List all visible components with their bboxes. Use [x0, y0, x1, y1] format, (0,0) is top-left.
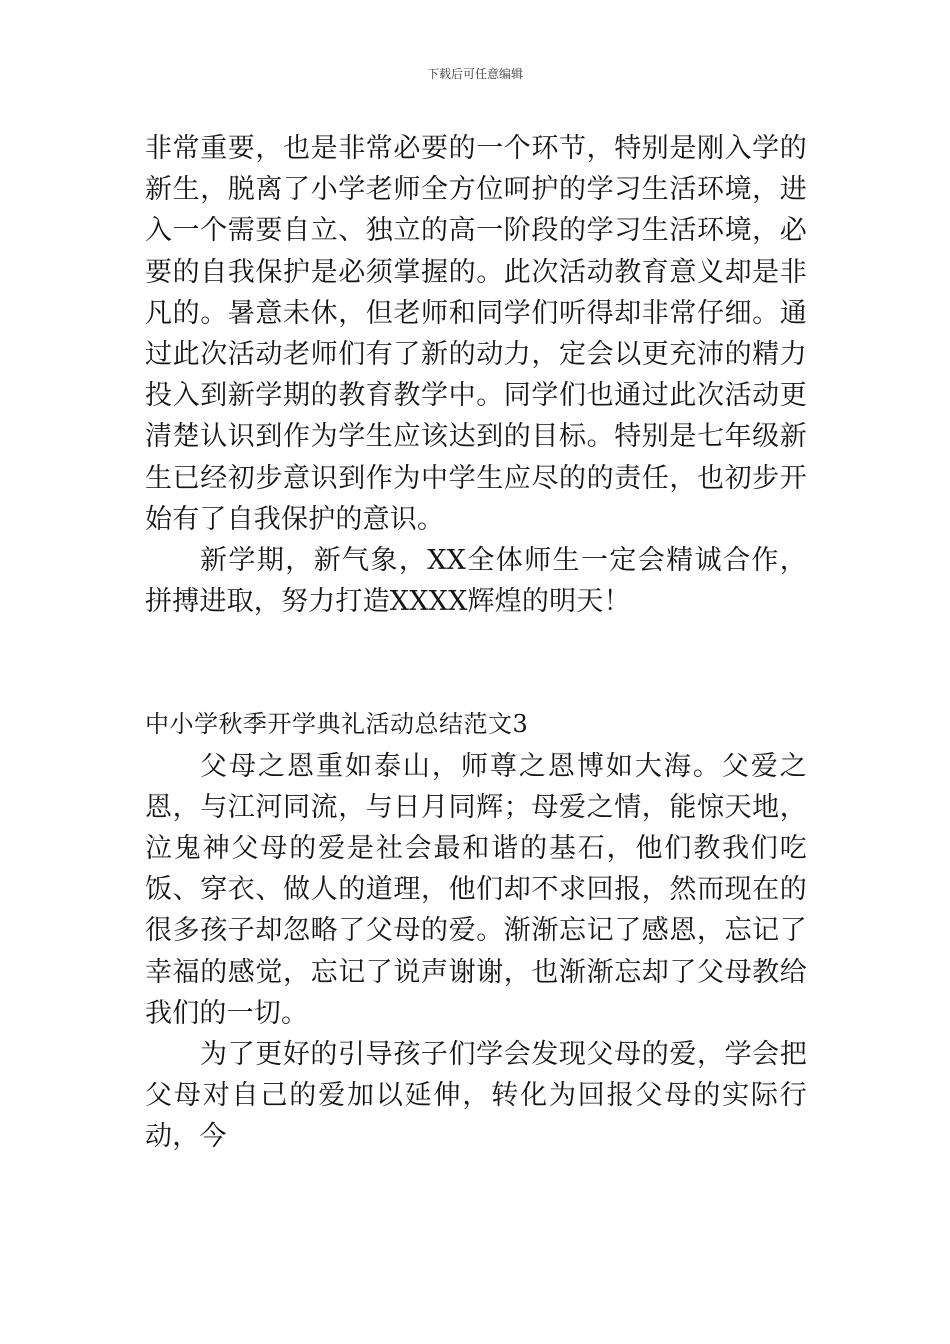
paragraph-new-semester: 新学期，新气象，XX全体师生一定会精诚合作，拼搏进取，努力打造XXXX辉煌的明天！ — [145, 545, 807, 618]
document-body — [145, 128, 807, 1158]
page-header-note: 下载后可任意编辑 — [426, 67, 523, 81]
paragraph-parents-love: 父母之恩重如泰山，师尊之恩博如大海。父爱之恩，与江河同流，与日月同辉；母爱之情，能惊天地，泣鬼神父母的爱是社会最和谐的基石，他们教我们吃饭、穿衣、做人的道理，他们却不求回报，然而现在的很多孩子却忽略了父母的爱。渐渐忘记了感恩，忘记了幸福的感觉，忘记了说声谢谢，也渐渐忘却了父母教给我们的一切。 — [145, 750, 807, 1029]
section-title: 中小学秋季开学典礼活动总结范文3 — [145, 710, 529, 739]
section-spacer — [145, 622, 807, 704]
paragraph-continued: 非常重要，也是非常必要的一个环节，特别是刚入学的新生，脱离了小学老师全方位呵护的学习生活环境，进入一个需要自立、独立的高一阶段的学习生活环境，必要的自我保护是必须掌握的。此次活动教育意义却是非凡的。暑意未休，但老师和同学们听得却非常仔细。通过此次活动老师们有了新的动力，定会以更充沛的精力投入到新学期的教育教学中。同学们也通过此次活动更清楚认识到作为学生应该达到的目标。特别是七年级新生已经初步意识到作为中学生应尽的的责任，也初步开始有了自我保护的意识。 — [145, 133, 807, 535]
paragraph-guidance: 为了更好的引导孩子们学会发现父母的爱，学会把父母对自己的爱加以延伸，转化为回报父母的实际行动，今 — [145, 1039, 807, 1153]
